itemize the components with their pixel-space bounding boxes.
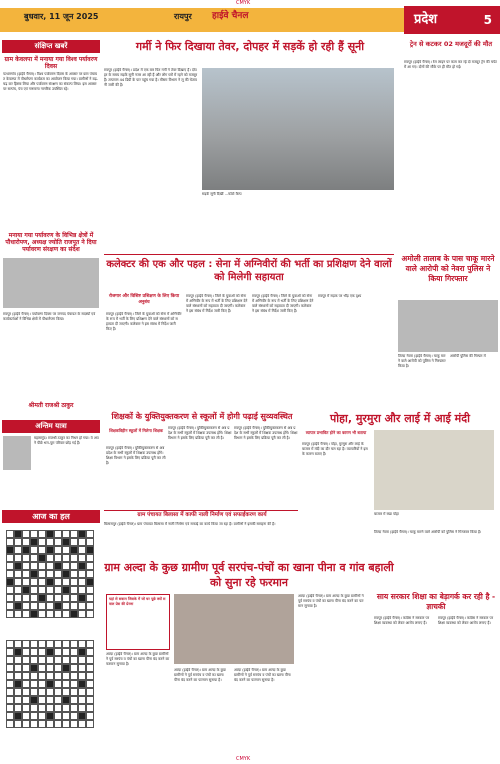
obituary-header: अन्तिम यात्रा (2, 420, 100, 433)
school-headline: शिक्षकों के युक्तियुक्तकरण से स्कूलों में होगी पढ़ाई सुव्यवस्थित (111, 412, 293, 421)
knife-headline: अमोली तालाब के पास चाकू मारने वाले आरोपी को नेवरा पुलिस ने किया गिरफ्तार (401, 254, 495, 283)
brief-item2-title: मनाया गया पर्यावरण के विभिन्न क्षेत्रों में पौधारोपण, अध्यक्ष ज्योति राजपूत ने दिया पर्यावरण संरक्षण का संदेश (5, 232, 97, 253)
knife-body: तिल्दा नेवरा (हाईवे चैनल)। चाकू मारने वाले आरोपी को पुलिस ने गिरफ्तार किया है। (398, 354, 446, 368)
lead-caption: सड़कें सूनी दिखीं ...फोटो कैम्प (202, 192, 242, 196)
section-label: प्रदेश (414, 12, 438, 27)
sai-col2: रायपुर (हाईवे चैनल)। कांग्रेस ने सरकार पर शिक्षा व्यवस्था को लेकर आरोप लगाए हैं। (438, 616, 494, 625)
agniveer-col2: रायपुर (हाईवे चैनल)। जिले के युवाओं को सेना में अग्निवीर के रूप में भर्ती के लिए प्रशिक्षण देने वाले संस्थानों को सहायता दी जाएगी। कलेक्टर ने इस संबंध में निर्देश जारी किए हैं। (186, 294, 248, 313)
sarpanch-col3: अल्दा (हाईवे चैनल)। ग्राम अल्दा के कुछ ग्रामीणों ने पूर्व सरपंच व पंचों का खाना पीना बंद करने का फरमान सुनाया है। (234, 668, 291, 682)
agniveer-col1: रायपुर (हाईवे चैनल)। जिले के युवाओं को सेना में अग्निवीर के रूप में भर्ती के लिए प्रशिक्षण देने वाले संस्थानों को सहायता दी जाएगी। कलेक्टर ने इस संबंध में निर्देश जारी किए हैं। (106, 312, 182, 331)
gram-body: बिलासपुर (हाईवे चैनल)। ग्राम पंचायत बिलासा में नाली निर्माण एवं सफाई का कार्य किया जा रहा है। ग्रामीणों ने इसकी सराहना की है। (104, 522, 276, 526)
knife-caption: आरोपी पुलिस की गिरफ्त में (450, 354, 486, 358)
divider-2 (104, 510, 298, 511)
school-sub: शिक्षकविहीन स्कूलों में मिलेगा शिक्षक (109, 428, 163, 433)
divider (104, 254, 394, 255)
lead-photo (202, 68, 394, 190)
school-col1: रायपुर (हाईवे चैनल)। युक्तियुक्तकरण से अब प्रदेश के सभी स्कूलों में शिक्षक उपलब्ध होंगे। शिक्षा विभाग ने इसके लिए प्रक्रिया पूरी कर ली है। (106, 446, 166, 465)
sarpanch-quote: यहां से सवाल जिसके में जो घर पूछे क्यों सवाल प्रेस की प्रेरणा (106, 594, 170, 650)
obituary-body: महासमुंद। राजश्री ठाकुर का निधन हो गया। वे अपने पीछे भरा-पूरा परिवार छोड़ गई हैं। (34, 436, 99, 445)
train-headline: ट्रेन से कटकर 02 मजदूरों की मौत (409, 40, 493, 48)
puzzle-grid-2 (6, 640, 94, 728)
cmyk-mark-bottom: CMYK (236, 756, 251, 762)
agniveer-headline: कलेक्टर की एक और पहल : सेना में अग्निवीरों की भर्ती का प्रशिक्षण देने वालों को मिलेगी सहायता (106, 259, 392, 283)
right-mid-body: तिल्दा नेवरा (हाईवे चैनल)। चाकू मारने वाले आरोपी को पुलिस ने गिरफ्तार किया है। (374, 530, 482, 534)
section-tag (404, 6, 500, 34)
brief-header: संक्षिप्त खबरें (2, 40, 100, 53)
school-col3: रायपुर (हाईवे चैनल)। युक्तियुक्तकरण से अब प्रदेश के सभी स्कूलों में शिक्षक उपलब्ध होंगे। शिक्षा विभाग ने इसके लिए प्रक्रिया पूरी कर ली है। (234, 426, 298, 440)
sai-col1: रायपुर (हाईवे चैनल)। कांग्रेस ने सरकार पर शिक्षा व्यवस्था को लेकर आरोप लगाए हैं। (374, 616, 430, 625)
brand-name: हाईवे चैनल (212, 11, 249, 21)
brief-item1-body: पत्थलगांव (हाईवे चैनल)। विश्व पर्यावरण दिवस के अवसर पर ग्राम पंचायत केवलपा में पौधरोपण कार्यक्रम का आयोजन किया गया। ग्रामीणों ने बढ़-चढ़ कर हिस्सा लिया और पर्यावरण संरक्षण का संकल्प लिया। इस अवसर पर सरपंच, पंच एवं गणमान्य नागरिक उपस्थित रहे। (3, 72, 98, 91)
brief-item1-title: ग्राम केवलपा में मनाया गया विश्व पर्यावरण दिवस (4, 56, 98, 70)
sai-headline: साय सरकार शिक्षा का बेड़ागर्क कर रही है - ज्ञाचकी (376, 592, 496, 611)
brief-photo (3, 258, 99, 308)
sarpanch-photo (174, 594, 294, 664)
sarpanch-col1: अल्दा (हाईवे चैनल)। ग्राम अल्दा के कुछ ग्रामीणों ने पूर्व सरपंच व पंचों का खाना पीना बंद करने का फरमान सुनाया है। (106, 652, 170, 666)
school-col2: रायपुर (हाईवे चैनल)। युक्तियुक्तकरण से अब प्रदेश के सभी स्कूलों में शिक्षक उपलब्ध होंगे। शिक्षा विभाग ने इसके लिए प्रक्रिया पूरी कर ली है। (168, 426, 232, 440)
obituary-photo (3, 436, 31, 470)
poha-caption: बाजार में रखा पोहा (374, 512, 399, 516)
poha-photo (374, 430, 494, 510)
cmyk-mark-top: CMYK (236, 0, 251, 6)
lead-headline: गर्मी ने फिर दिखाया तेवर, दोपहर में सड़कें हो रही हैं सूनी (135, 40, 365, 53)
agniveer-col3: रायपुर (हाईवे चैनल)। जिले के युवाओं को सेना में अग्निवीर के रूप में भर्ती के लिए प्रशिक्षण देने वाले संस्थानों को सहायता दी जाएगी। कलेक्टर ने इस संबंध में निर्देश जारी किए हैं। (252, 294, 314, 313)
poha-headline: पोहा, मुरमुरा और लाई में आई मंदी (330, 412, 470, 425)
agniveer-col4: रायपुर में सड़क पर भीड़ एक दृश्य (318, 294, 362, 298)
sarpanch-headline: ग्राम अल्दा के कुछ ग्रामीण पूर्व सरपंच-पंचों का खाना पीना व गांव बहाली को सुना रहे फरमान (104, 561, 394, 589)
sarpanch-col2: अल्दा (हाईवे चैनल)। ग्राम अल्दा के कुछ ग्रामीणों ने पूर्व सरपंच व पंचों का खाना पीना बंद करने का फरमान सुनाया है। (174, 668, 226, 682)
agniveer-sub: रोजगार और विशिष्ट प्रशिक्षण के लिए किया अनुबंध (108, 294, 180, 305)
page-number: 5 (483, 13, 492, 27)
train-body: रायपुर (हाईवे चैनल)। रेल लाइन पर काम कर रहे दो मजदूर ट्रेन की चपेट में आ गए। दोनों की मौके पर ही मौत हो गई। (404, 60, 497, 69)
poha-sub: व्यापार प्रभावित होने का कारण भी बताया (305, 430, 367, 435)
edition-city: रायपुर (174, 12, 192, 21)
poha-body: रायपुर (हाईवे चैनल)। पोहा, मुरमुरा और लाई के बाजार में मंदी का दौर चल रहा है। व्यापारियों ने इसके कारण बताए हैं। (302, 442, 368, 456)
gram-headline: ग्राम पंचायत बिलासा में काफी नाली निर्माण एवं सफाईकरण कार्य (137, 512, 267, 518)
knife-photo (398, 300, 498, 352)
brief-item2-body: रायपुर (हाईवे चैनल)। पर्यावरण दिवस पर जनपद पंचायत के सदस्यों एवं कार्यकर्ताओं ने विभिन्न क्षेत्रों में पौधारोपण किया। (3, 312, 96, 321)
lead-body: रायपुर (हाईवे चैनल)। प्रदेश में एक बार फिर गर्मी ने तेवर दिखाए हैं। दोपहर के समय सड़कें सूनी नजर आ रही हैं और लोग घरों में रहने को मजबूर हैं। तापमान 44 डिग्री के पार पहुंच गया है। मौसम विभाग ने लू की चेतावनी जारी की है। (104, 68, 198, 87)
obituary-author: श्रीमती राजश्री ठाकुर (28, 402, 74, 409)
issue-date: बुधवार, 11 जून 2025 (24, 12, 99, 21)
crossword-grid (6, 530, 94, 618)
puzzle-header: आज का हल (2, 510, 100, 523)
sarpanch-col4: अल्दा (हाईवे चैनल)। ग्राम अल्दा के कुछ ग्रामीणों ने पूर्व सरपंच व पंचों का खाना पीना बंद करने का फरमान सुनाया है। (298, 594, 364, 608)
